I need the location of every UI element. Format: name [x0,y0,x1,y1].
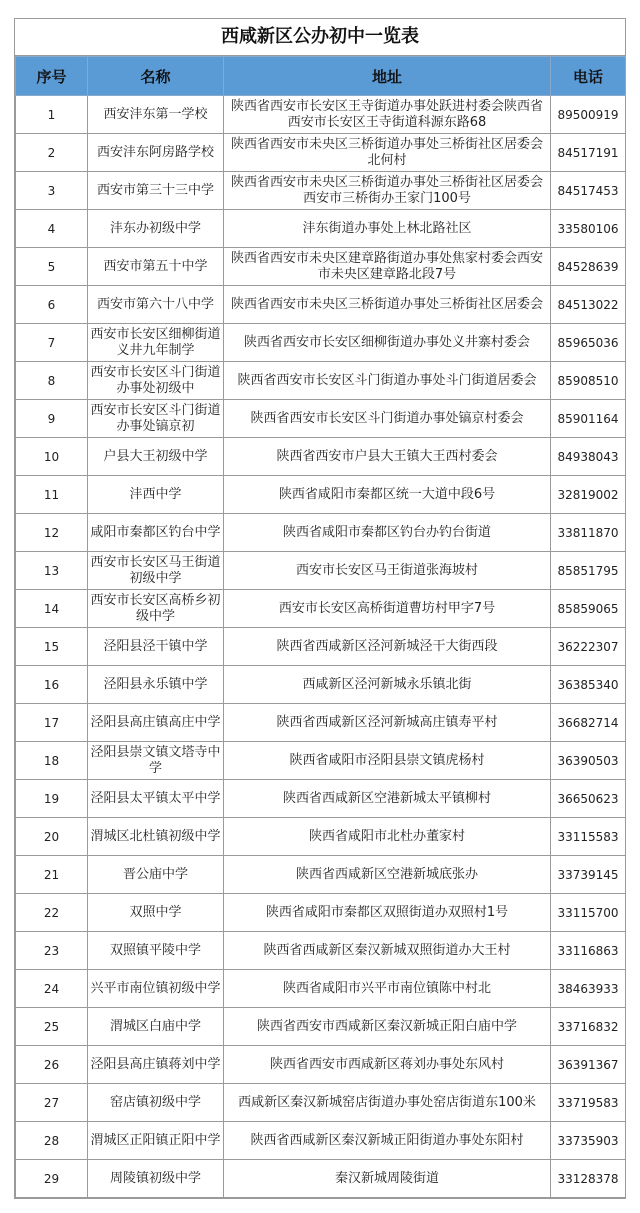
cell-address: 陕西省西安市西咸新区蒋刘办事处东风村 [224,1046,551,1084]
cell-index: 27 [16,1084,88,1122]
cell-address: 陕西省西咸新区秦汉新城正阳街道办事处东阳村 [224,1122,551,1160]
cell-phone: 33580106 [551,210,626,248]
header-name: 名称 [88,57,224,96]
cell-name: 西安沣东第一学校 [88,96,224,134]
cell-address: 陕西省西咸新区泾河新城泾干大街西段 [224,628,551,666]
cell-index: 26 [16,1046,88,1084]
cell-name: 沣东办初级中学 [88,210,224,248]
cell-index: 7 [16,324,88,362]
cell-phone: 33128378 [551,1160,626,1198]
cell-address: 西安市长安区马王街道张海坡村 [224,552,551,590]
cell-phone: 89500919 [551,96,626,134]
cell-phone: 33739145 [551,856,626,894]
cell-name: 泾阳县永乐镇中学 [88,666,224,704]
cell-name: 晋公庙中学 [88,856,224,894]
cell-name: 窑店镇初级中学 [88,1084,224,1122]
cell-address: 陕西省西安市西咸新区秦汉新城正阳白庙中学 [224,1008,551,1046]
cell-index: 12 [16,514,88,552]
cell-index: 23 [16,932,88,970]
table-row [16,210,626,248]
cell-index: 9 [16,400,88,438]
table-row [16,172,626,210]
cell-phone: 85851795 [551,552,626,590]
table-row [16,932,626,970]
table-row [16,704,626,742]
cell-address: 陕西省西咸新区秦汉新城双照街道办大王村 [224,932,551,970]
cell-name: 咸阳市秦都区钓台中学 [88,514,224,552]
table-row [16,590,626,628]
header-index: 序号 [16,57,88,96]
page-title: 西咸新区公办初中一览表 [15,19,625,56]
cell-phone: 33716832 [551,1008,626,1046]
cell-index: 2 [16,134,88,172]
cell-address: 陕西省西安市长安区斗门街道办事处镐京村委会 [224,400,551,438]
cell-phone: 33115700 [551,894,626,932]
cell-phone: 85965036 [551,324,626,362]
cell-index: 5 [16,248,88,286]
cell-index: 13 [16,552,88,590]
cell-index: 21 [16,856,88,894]
table-row [16,1084,626,1122]
cell-address: 陕西省咸阳市秦都区钓台办钓台街道 [224,514,551,552]
cell-index: 29 [16,1160,88,1198]
cell-index: 14 [16,590,88,628]
cell-phone: 36650623 [551,780,626,818]
table-row [16,1046,626,1084]
cell-name: 泾阳县崇文镇文塔寺中学 [88,742,224,780]
cell-phone: 32819002 [551,476,626,514]
cell-index: 25 [16,1008,88,1046]
table-body [16,96,626,1198]
cell-name: 西安市长安区斗门街道办事处镐京初 [88,400,224,438]
cell-phone: 85901164 [551,400,626,438]
cell-name: 渭城区正阳镇正阳中学 [88,1122,224,1160]
table-row [16,514,626,552]
cell-phone: 36385340 [551,666,626,704]
cell-index: 6 [16,286,88,324]
cell-index: 16 [16,666,88,704]
cell-name: 泾阳县高庄镇高庄中学 [88,704,224,742]
cell-name: 西安市长安区斗门街道办事处初级中 [88,362,224,400]
table-row [16,286,626,324]
cell-phone: 33116863 [551,932,626,970]
table-row [16,628,626,666]
cell-phone: 36682714 [551,704,626,742]
cell-index: 8 [16,362,88,400]
cell-index: 4 [16,210,88,248]
cell-name: 周陵镇初级中学 [88,1160,224,1198]
cell-name: 沣西中学 [88,476,224,514]
cell-index: 24 [16,970,88,1008]
cell-phone: 33811870 [551,514,626,552]
cell-index: 17 [16,704,88,742]
table-row [16,856,626,894]
school-list-sheet [14,18,626,1199]
cell-address: 陕西省西安市长安区斗门街道办事处斗门街道居委会 [224,362,551,400]
header-address: 地址 [224,57,551,96]
table-row [16,438,626,476]
cell-phone: 85908510 [551,362,626,400]
cell-address: 陕西省咸阳市北杜办董家村 [224,818,551,856]
cell-address: 秦汉新城周陵街道 [224,1160,551,1198]
table-row [16,248,626,286]
cell-phone: 84517453 [551,172,626,210]
cell-name: 西安市长安区细柳街道义井九年制学 [88,324,224,362]
cell-name: 西安市第六十八中学 [88,286,224,324]
cell-address: 陕西省咸阳市秦都区双照街道办双照村1号 [224,894,551,932]
cell-phone: 36391367 [551,1046,626,1084]
cell-address: 陕西省西咸新区空港新城太平镇柳村 [224,780,551,818]
table-row [16,476,626,514]
cell-name: 西安市第三十三中学 [88,172,224,210]
table-row [16,742,626,780]
cell-address: 陕西省西安市未央区三桥街道办事处三桥街社区居委会北何村 [224,134,551,172]
school-table [15,56,626,1198]
table-row [16,96,626,134]
cell-name: 泾阳县太平镇太平中学 [88,780,224,818]
cell-index: 10 [16,438,88,476]
cell-address: 陕西省西安市长安区王寺街道办事处跃进村委会陕西省西安市长安区王寺街道科源东路68 [224,96,551,134]
cell-name: 西安市长安区马王街道初级中学 [88,552,224,590]
cell-phone: 85859065 [551,590,626,628]
cell-name: 渭城区白庙中学 [88,1008,224,1046]
cell-address: 陕西省西咸新区空港新城底张办 [224,856,551,894]
cell-phone: 84528639 [551,248,626,286]
cell-address: 陕西省西咸新区泾河新城高庄镇寿平村 [224,704,551,742]
cell-address: 陕西省咸阳市泾阳县崇文镇虎杨村 [224,742,551,780]
cell-address: 陕西省西安市未央区建章路街道办事处焦家村委会西安市未央区建章路北段7号 [224,248,551,286]
cell-index: 22 [16,894,88,932]
cell-index: 11 [16,476,88,514]
cell-name: 渭城区北杜镇初级中学 [88,818,224,856]
cell-address: 陕西省西安市长安区细柳街道办事处义井寨村委会 [224,324,551,362]
table-row [16,1160,626,1198]
cell-address: 陕西省西安市未央区三桥街道办事处三桥街社区居委会 [224,286,551,324]
cell-name: 双照中学 [88,894,224,932]
table-row [16,894,626,932]
table-row [16,324,626,362]
cell-address: 陕西省西安市户县大王镇大王西村委会 [224,438,551,476]
cell-index: 15 [16,628,88,666]
cell-index: 18 [16,742,88,780]
cell-phone: 33735903 [551,1122,626,1160]
cell-phone: 38463933 [551,970,626,1008]
cell-index: 1 [16,96,88,134]
cell-address: 陕西省西安市未央区三桥街道办事处三桥街社区居委会西安市三桥街办王家门100号 [224,172,551,210]
cell-phone: 84517191 [551,134,626,172]
table-row [16,552,626,590]
table-row [16,818,626,856]
cell-address: 西安市长安区高桥街道曹坊村甲字7号 [224,590,551,628]
cell-address: 陕西省咸阳市兴平市南位镇陈中村北 [224,970,551,1008]
cell-phone: 33719583 [551,1084,626,1122]
header-phone: 电话 [551,57,626,96]
cell-address: 西咸新区泾河新城永乐镇北街 [224,666,551,704]
table-row [16,362,626,400]
cell-name: 西安市长安区高桥乡初级中学 [88,590,224,628]
table-row [16,400,626,438]
table-row [16,666,626,704]
header-row [16,57,626,96]
cell-phone: 36222307 [551,628,626,666]
table-row [16,780,626,818]
table-row [16,970,626,1008]
cell-name: 西安市第五十中学 [88,248,224,286]
cell-name: 兴平市南位镇初级中学 [88,970,224,1008]
table-row [16,134,626,172]
table-row [16,1008,626,1046]
cell-name: 双照镇平陵中学 [88,932,224,970]
cell-index: 19 [16,780,88,818]
table-row [16,1122,626,1160]
cell-phone: 36390503 [551,742,626,780]
cell-phone: 84938043 [551,438,626,476]
cell-index: 3 [16,172,88,210]
cell-name: 户县大王初级中学 [88,438,224,476]
cell-phone: 33115583 [551,818,626,856]
cell-name: 西安沣东阿房路学校 [88,134,224,172]
cell-name: 泾阳县泾干镇中学 [88,628,224,666]
cell-index: 20 [16,818,88,856]
cell-name: 泾阳县高庄镇蒋刘中学 [88,1046,224,1084]
cell-address: 沣东街道办事处上林北路社区 [224,210,551,248]
cell-address: 陕西省咸阳市秦都区统一大道中段6号 [224,476,551,514]
cell-address: 西咸新区秦汉新城窑店街道办事处窑店街道东100米 [224,1084,551,1122]
cell-phone: 84513022 [551,286,626,324]
cell-index: 28 [16,1122,88,1160]
